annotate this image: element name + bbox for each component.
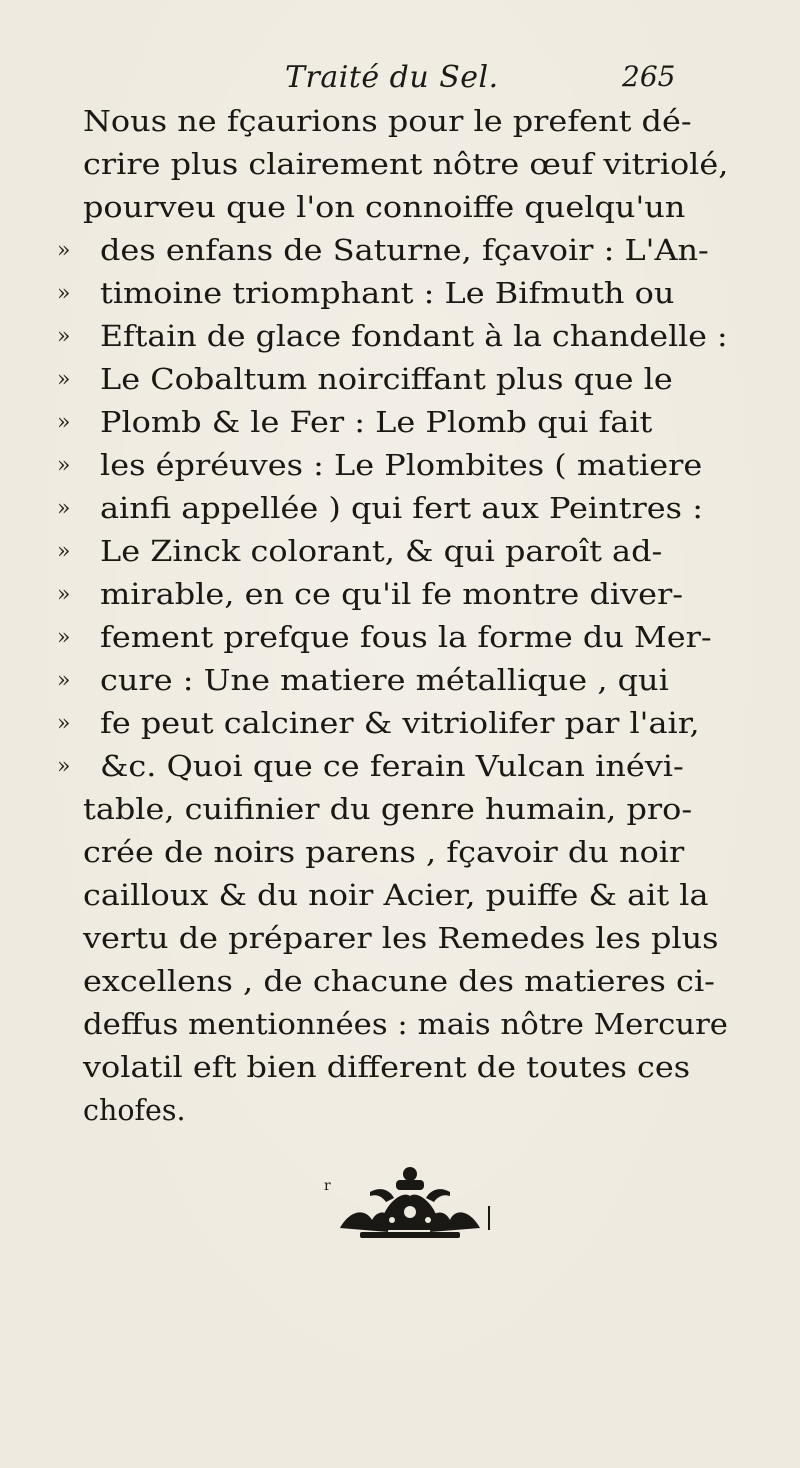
quotation-marker: » xyxy=(57,238,71,263)
text-line: Plomb & le Fer : Le Plomb qui fait xyxy=(100,406,653,439)
text-line: chofes. xyxy=(83,1094,186,1127)
page-number: 265 xyxy=(622,60,676,93)
text-line: crire plus clairement nôtre œuf vitriolé, xyxy=(83,148,729,181)
text-line: volatil eft bien different de toutes ces xyxy=(83,1051,691,1084)
text-line: table, cuifinier du genre humain, pro- xyxy=(83,793,693,826)
quotation-marker: » xyxy=(57,668,71,693)
text-line: Nous ne fçaurions pour le prefent dé- xyxy=(83,105,692,138)
fleuron-ornament-icon xyxy=(310,1150,510,1250)
text-line: Le Zinck colorant, & qui paroît ad- xyxy=(100,535,663,568)
text-line: crée de noirs parens , fçavoir du noir xyxy=(83,836,685,869)
text-line: &c. Quoi que ce ferain Vulcan inévi- xyxy=(100,750,684,783)
text-line: Eftain de glace fondant à la chandelle : xyxy=(100,320,728,353)
quotation-marker: » xyxy=(57,410,71,435)
text-line: les épréuves : Le Plombites ( matiere xyxy=(100,449,703,482)
text-line: mirable, en ce qu'il fe montre diver- xyxy=(100,578,684,611)
quotation-marker: » xyxy=(57,754,71,779)
quotation-marker: » xyxy=(57,625,71,650)
quotation-marker: » xyxy=(57,539,71,564)
text-line: fe peut calciner & vitriolifer par l'air, xyxy=(100,707,700,740)
text-line: excellens , de chacune des matieres ci- xyxy=(83,965,715,998)
text-line: fement prefque fous la forme du Mer- xyxy=(100,621,712,654)
text-line: cure : Une matiere métallique , qui xyxy=(100,664,669,697)
text-line: vertu de préparer les Remedes les plus xyxy=(83,922,719,955)
text-line: Le Cobaltum noirciffant plus que le xyxy=(100,363,673,396)
page-header xyxy=(0,60,800,100)
running-title: Traité du Sel. xyxy=(285,60,499,95)
quotation-marker: » xyxy=(57,711,71,736)
quotation-marker: » xyxy=(57,582,71,607)
quotation-marker: » xyxy=(57,324,71,349)
text-line: deffus mentionnées : mais nôtre Mercure xyxy=(83,1008,728,1041)
quotation-marker: » xyxy=(57,281,71,306)
quotation-marker: » xyxy=(57,496,71,521)
svg-text:r: r xyxy=(324,1178,331,1194)
text-line: timoine triomphant : Le Bifmuth ou xyxy=(100,277,675,310)
quotation-marker: » xyxy=(57,367,71,392)
text-line: cailloux & du noir Acier, puiffe & ait la xyxy=(83,879,709,912)
text-line: ainfi appellée ) qui fert aux Peintres : xyxy=(100,492,703,525)
text-line: pourveu que l'on connoiffe quelqu'un xyxy=(83,191,686,224)
text-line: des enfans de Saturne, fçavoir : L'An- xyxy=(100,234,709,267)
quotation-marker: » xyxy=(57,453,71,478)
